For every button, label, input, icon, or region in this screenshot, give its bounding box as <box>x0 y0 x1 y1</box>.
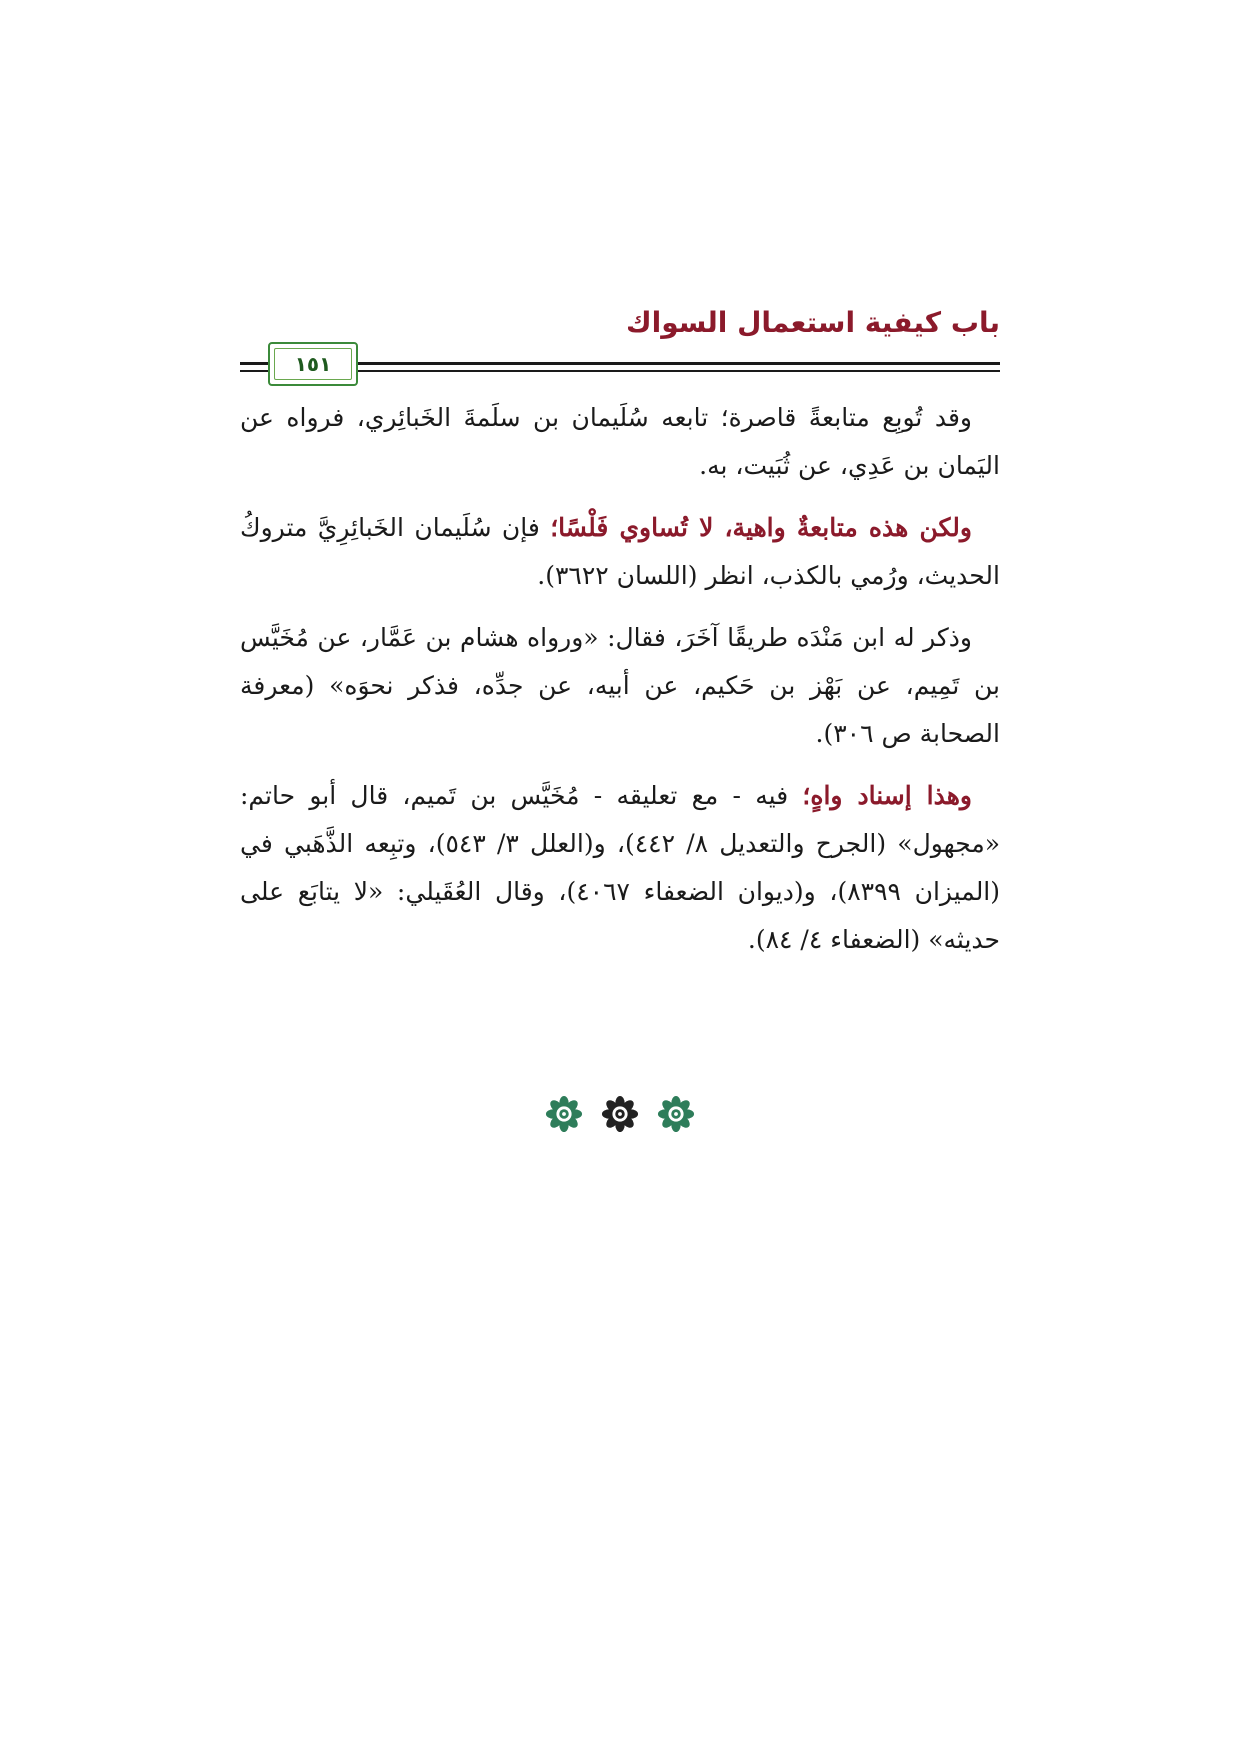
paragraph <box>240 394 1000 490</box>
black-star-ornament-icon <box>601 1095 639 1133</box>
paragraph <box>240 504 1000 600</box>
page-number-badge <box>268 342 358 386</box>
emphasized-text: ولكن هذه متابعةٌ واهية، لا تُساوي فَلْسًا؛ <box>550 513 972 542</box>
emphasized-text: وهذا إسناد واهٍ؛ <box>802 781 973 810</box>
green-star-ornament-icon <box>657 1095 695 1133</box>
section-end-ornaments <box>240 1095 1000 1133</box>
paragraph-text: وقد تُوبِع متابعةً قاصرة؛ تابعه سُلَيمان بن سلَمةَ الخَبائِري، فرواه عن اليَمان بن عَدِي، عن ثُبَيت، به. <box>240 403 1000 480</box>
chapter-title: باب كيفية استعمال السواك <box>625 306 1000 339</box>
green-star-ornament-icon <box>545 1095 583 1133</box>
paragraph-text: فإن سُلَيمان الخَبائِرِيَّ متروكُ الحديث، ورُمي بالكذب، انظر (اللسان ٣٦٢٢). <box>240 513 1000 590</box>
page-number: ١٥١ <box>294 352 332 376</box>
paragraph <box>240 772 1000 964</box>
paragraph-text: وذكر له ابن مَنْدَه طريقًا آخَرَ، فقال: «ورواه هشام بن عَمَّار، عن مُخَيَّس بن تَمِيم، عن بَهْز بن حَكيم، عن أبيه، عن جدِّه، فذكر نحوَه» (معرفة الصحابة ص ٣٠٦). <box>240 623 1000 748</box>
page-body <box>240 394 1000 964</box>
running-header <box>240 300 1000 380</box>
book-page <box>240 300 1000 978</box>
paragraph <box>240 614 1000 758</box>
paragraph-text: فيه - مع تعليقه - مُخَيَّس بن تَميم، قال أبو حاتم: «مجهول» (الجرح والتعديل ٨/ ٤٤٢)، و(العلل ٣/ ٥٤٣)، وتبِعه الذَّهَبي في (الميزان ٨٣٩٩)، و(ديوان الضعفاء ٤٠٦٧)، وقال العُقَيلي: «لا يتابَع على حديثه» (الضعفاء ٤/ ٨٤). <box>240 781 1001 954</box>
